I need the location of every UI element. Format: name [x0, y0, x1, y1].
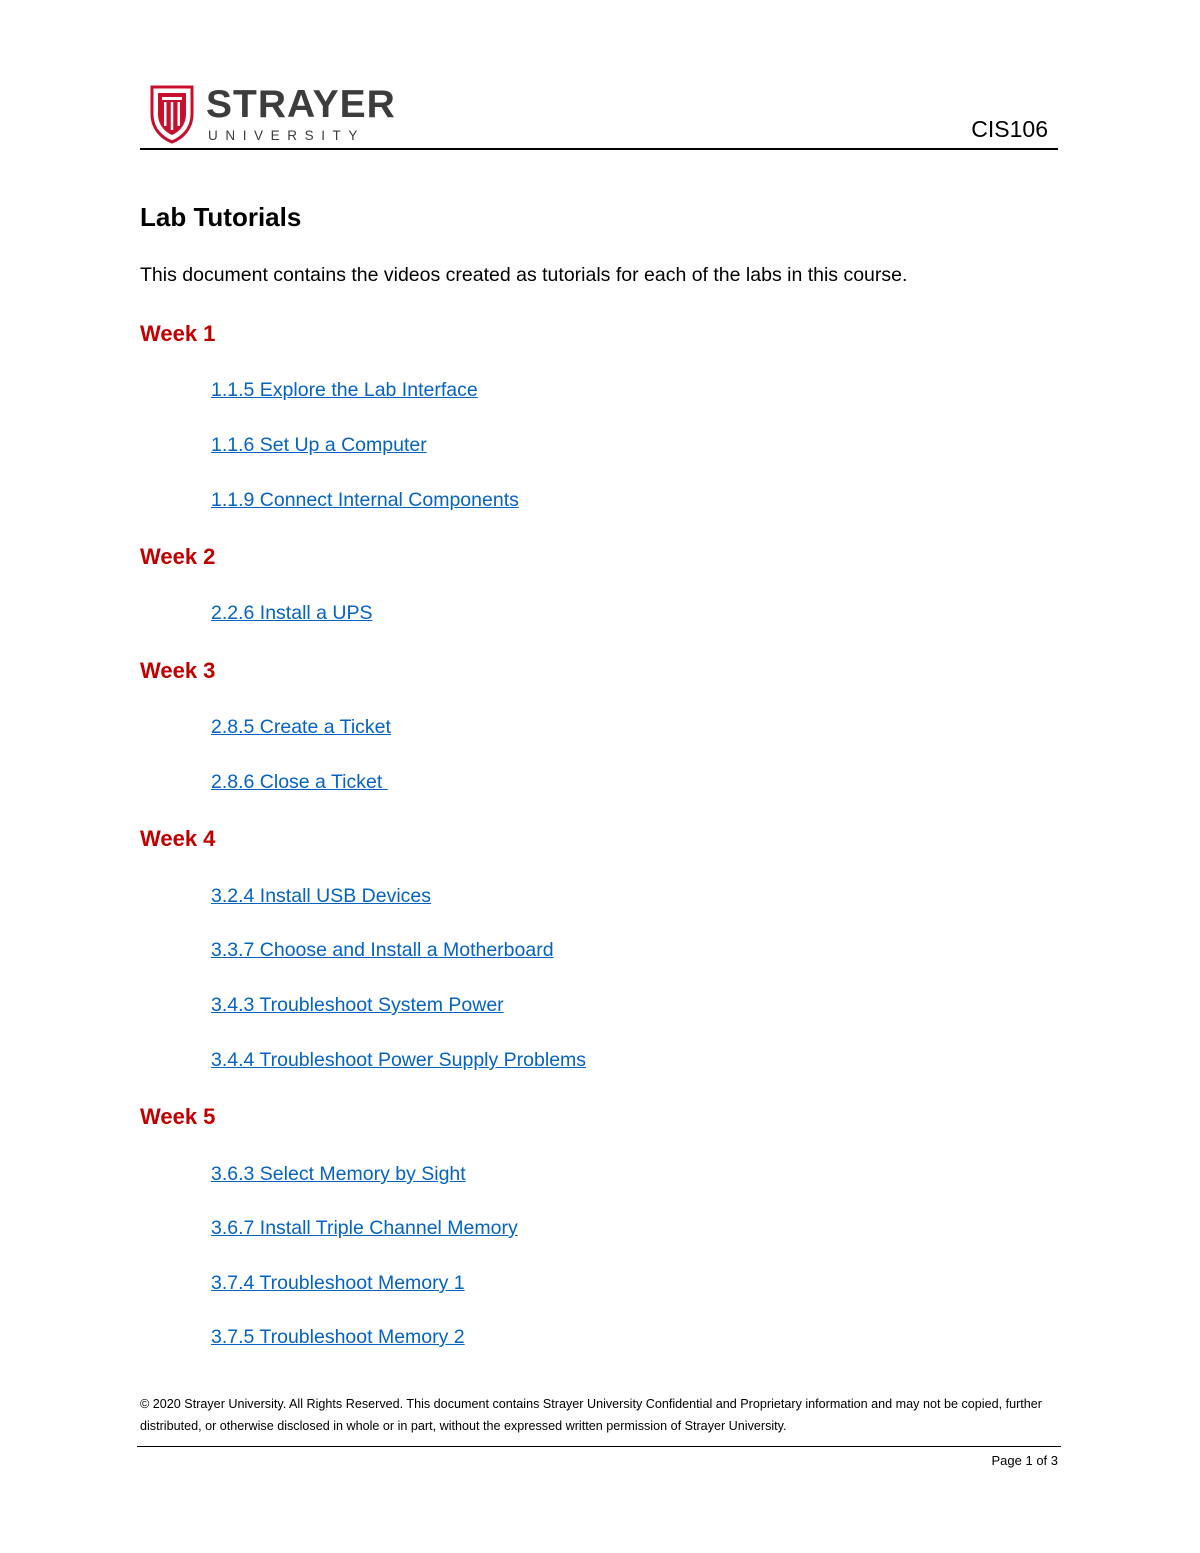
week-heading: Week 2	[140, 544, 216, 569]
lab-link[interactable]: 1.1.9 Connect Internal Components	[211, 489, 519, 511]
page-number: Page 1 of 3	[991, 1453, 1058, 1468]
logo-subtitle: UNIVERSITY	[208, 128, 366, 143]
lab-link[interactable]: 3.7.4 Troubleshoot Memory 1	[211, 1272, 465, 1294]
lab-link[interactable]: 3.4.3 Troubleshoot System Power	[211, 994, 504, 1016]
week-heading: Week 1	[140, 321, 216, 346]
course-code: CIS106	[971, 116, 1048, 142]
page-header	[140, 82, 1058, 150]
footer-divider	[137, 1446, 1061, 1447]
lab-link[interactable]: 3.6.3 Select Memory by Sight	[211, 1163, 466, 1185]
logo-name: STRAYER	[206, 83, 396, 126]
lab-link[interactable]: 3.7.5 Troubleshoot Memory 2	[211, 1326, 465, 1348]
lab-link[interactable]: 1.1.6 Set Up a Computer	[211, 434, 427, 456]
lab-link[interactable]: 3.6.7 Install Triple Channel Memory	[211, 1217, 518, 1239]
lab-link[interactable]: 2.8.5 Create a Ticket	[211, 716, 391, 738]
week-heading: Week 3	[140, 658, 216, 683]
lab-link[interactable]: 2.2.6 Install a UPS	[211, 602, 373, 624]
week-heading: Week 4	[140, 826, 216, 851]
lab-link[interactable]: 1.1.5 Explore the Lab Interface	[211, 379, 478, 401]
lab-link[interactable]: 3.2.4 Install USB Devices	[211, 885, 432, 907]
copyright-notice: © 2020 Strayer University. All Rights Reserved. This document contains Strayer University Confidential and Proprietary information and may not be copied, further distributed, or otherwise disclosed in whole or in part, without the expressed written permission of Strayer University.	[140, 1397, 1042, 1433]
shield-icon	[150, 84, 194, 144]
document-title: Lab Tutorials	[140, 202, 302, 232]
strayer-logo	[150, 84, 396, 148]
lab-link[interactable]: 2.8.6 Close a Ticket	[211, 771, 388, 793]
lab-link[interactable]: 3.4.4 Troubleshoot Power Supply Problems	[211, 1049, 587, 1071]
intro-paragraph: This document contains the videos created as tutorials for each of the labs in this course.	[140, 264, 908, 286]
lab-link[interactable]: 3.3.7 Choose and Install a Motherboard	[211, 939, 554, 961]
week-heading: Week 5	[140, 1104, 216, 1129]
